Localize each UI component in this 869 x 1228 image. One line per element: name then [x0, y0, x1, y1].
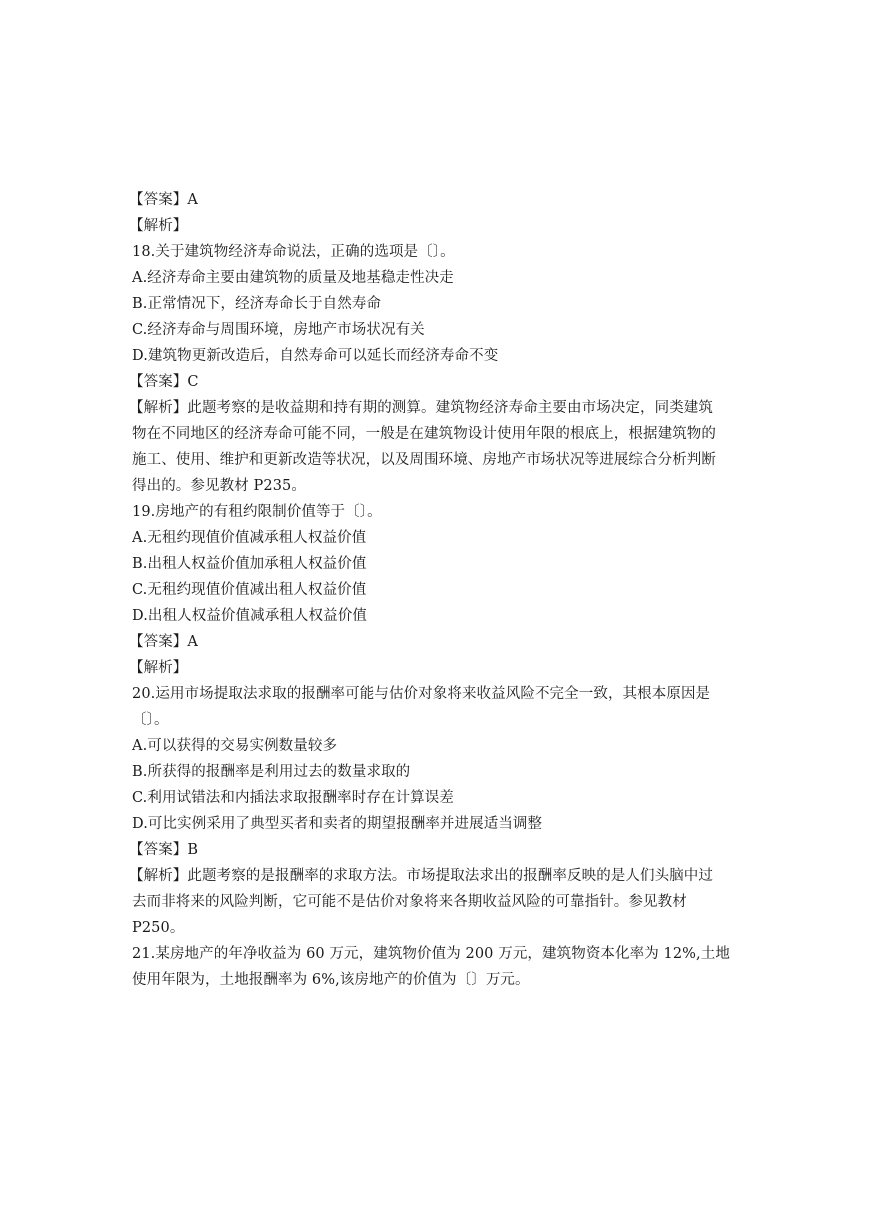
- answer-line: 【答案】A: [129, 634, 198, 650]
- answer-line: 【答案】C: [129, 374, 199, 390]
- analysis-text: 物在不同地区的经济寿命可能不同，一般是在建筑物设计使用年限的根底上，根据建筑物的: [132, 426, 716, 442]
- question-19-option-b: B.出租人权益价值加承租人权益价值: [132, 556, 367, 572]
- question-18-option-a: A.经济寿命主要由建筑物的质量及地基稳走性决走: [132, 270, 454, 286]
- question-18: 18.关于建筑物经济寿命说法，正确的选项是〔〕。: [132, 244, 455, 260]
- analysis-line: 【解析】: [129, 218, 188, 234]
- question-20-option-a: A.可以获得的交易实例数量较多: [132, 738, 338, 754]
- question-20-continued: 〔〕。: [132, 712, 169, 728]
- analysis-text: 得出的。参见教材 P235。: [132, 478, 306, 494]
- analysis-text: P250。: [132, 920, 185, 936]
- answer-line: 【答案】A: [129, 192, 198, 208]
- question-18-option-d: D.建筑物更新改造后，自然寿命可以延长而经济寿命不变: [132, 348, 499, 364]
- question-20-option-b: B.所获得的报酬率是利用过去的数量求取的: [132, 764, 411, 780]
- question-19-option-a: A.无租约现值价值减承租人权益价值: [132, 530, 367, 546]
- document-body: [129, 187, 744, 993]
- question-20-option-c: C.利用试错法和内插法求取报酬率时存在计算误差: [132, 790, 454, 806]
- question-20: 20.运用市场提取法求取的报酬率可能与估价对象将来收益风险不完全一致，其根本原因是: [132, 686, 711, 702]
- question-18-option-b: B.正常情况下，经济寿命长于自然寿命: [132, 296, 382, 312]
- answer-line: 【答案】B: [129, 842, 199, 858]
- analysis-text: 施工、使用、维护和更新改造等状况，以及周围环境、房地产市场状况等进展综合分析判断: [132, 452, 716, 468]
- question-18-option-c: C.经济寿命与周围环境，房地产市场状况有关: [132, 322, 425, 338]
- question-19-option-d: D.出租人权益价值减承租人权益价值: [132, 608, 367, 624]
- analysis-line: 【解析】此题考察的是报酬率的求取方法。市场提取法求出的报酬率反映的是人们头脑中过: [129, 868, 713, 884]
- analysis-line: 【解析】: [129, 660, 188, 676]
- question-19-option-c: C.无租约现值价值减出租人权益价值: [132, 582, 367, 598]
- analysis-text: 去而非将来的风险判断，它可能不是估价对象将来各期收益风险的可靠指针。参见教材: [132, 894, 687, 910]
- question-21: 21.某房地产的年净收益为 60 万元，建筑物价值为 200 万元，建筑物资本化率为 12%,土地: [132, 946, 730, 962]
- question-19: 19.房地产的有租约限制价值等于〔〕。: [132, 504, 382, 520]
- analysis-line: 【解析】此题考察的是收益期和持有期的测算。建筑物经济寿命主要由市场决定，同类建筑: [129, 400, 713, 416]
- question-21-continued: 使用年限为，土地报酬率为 6%,该房地产的价值为〔〕万元。: [132, 972, 530, 988]
- question-20-option-d: D.可比实例采用了典型买者和卖者的期望报酬率并进展适当调整: [132, 816, 543, 832]
